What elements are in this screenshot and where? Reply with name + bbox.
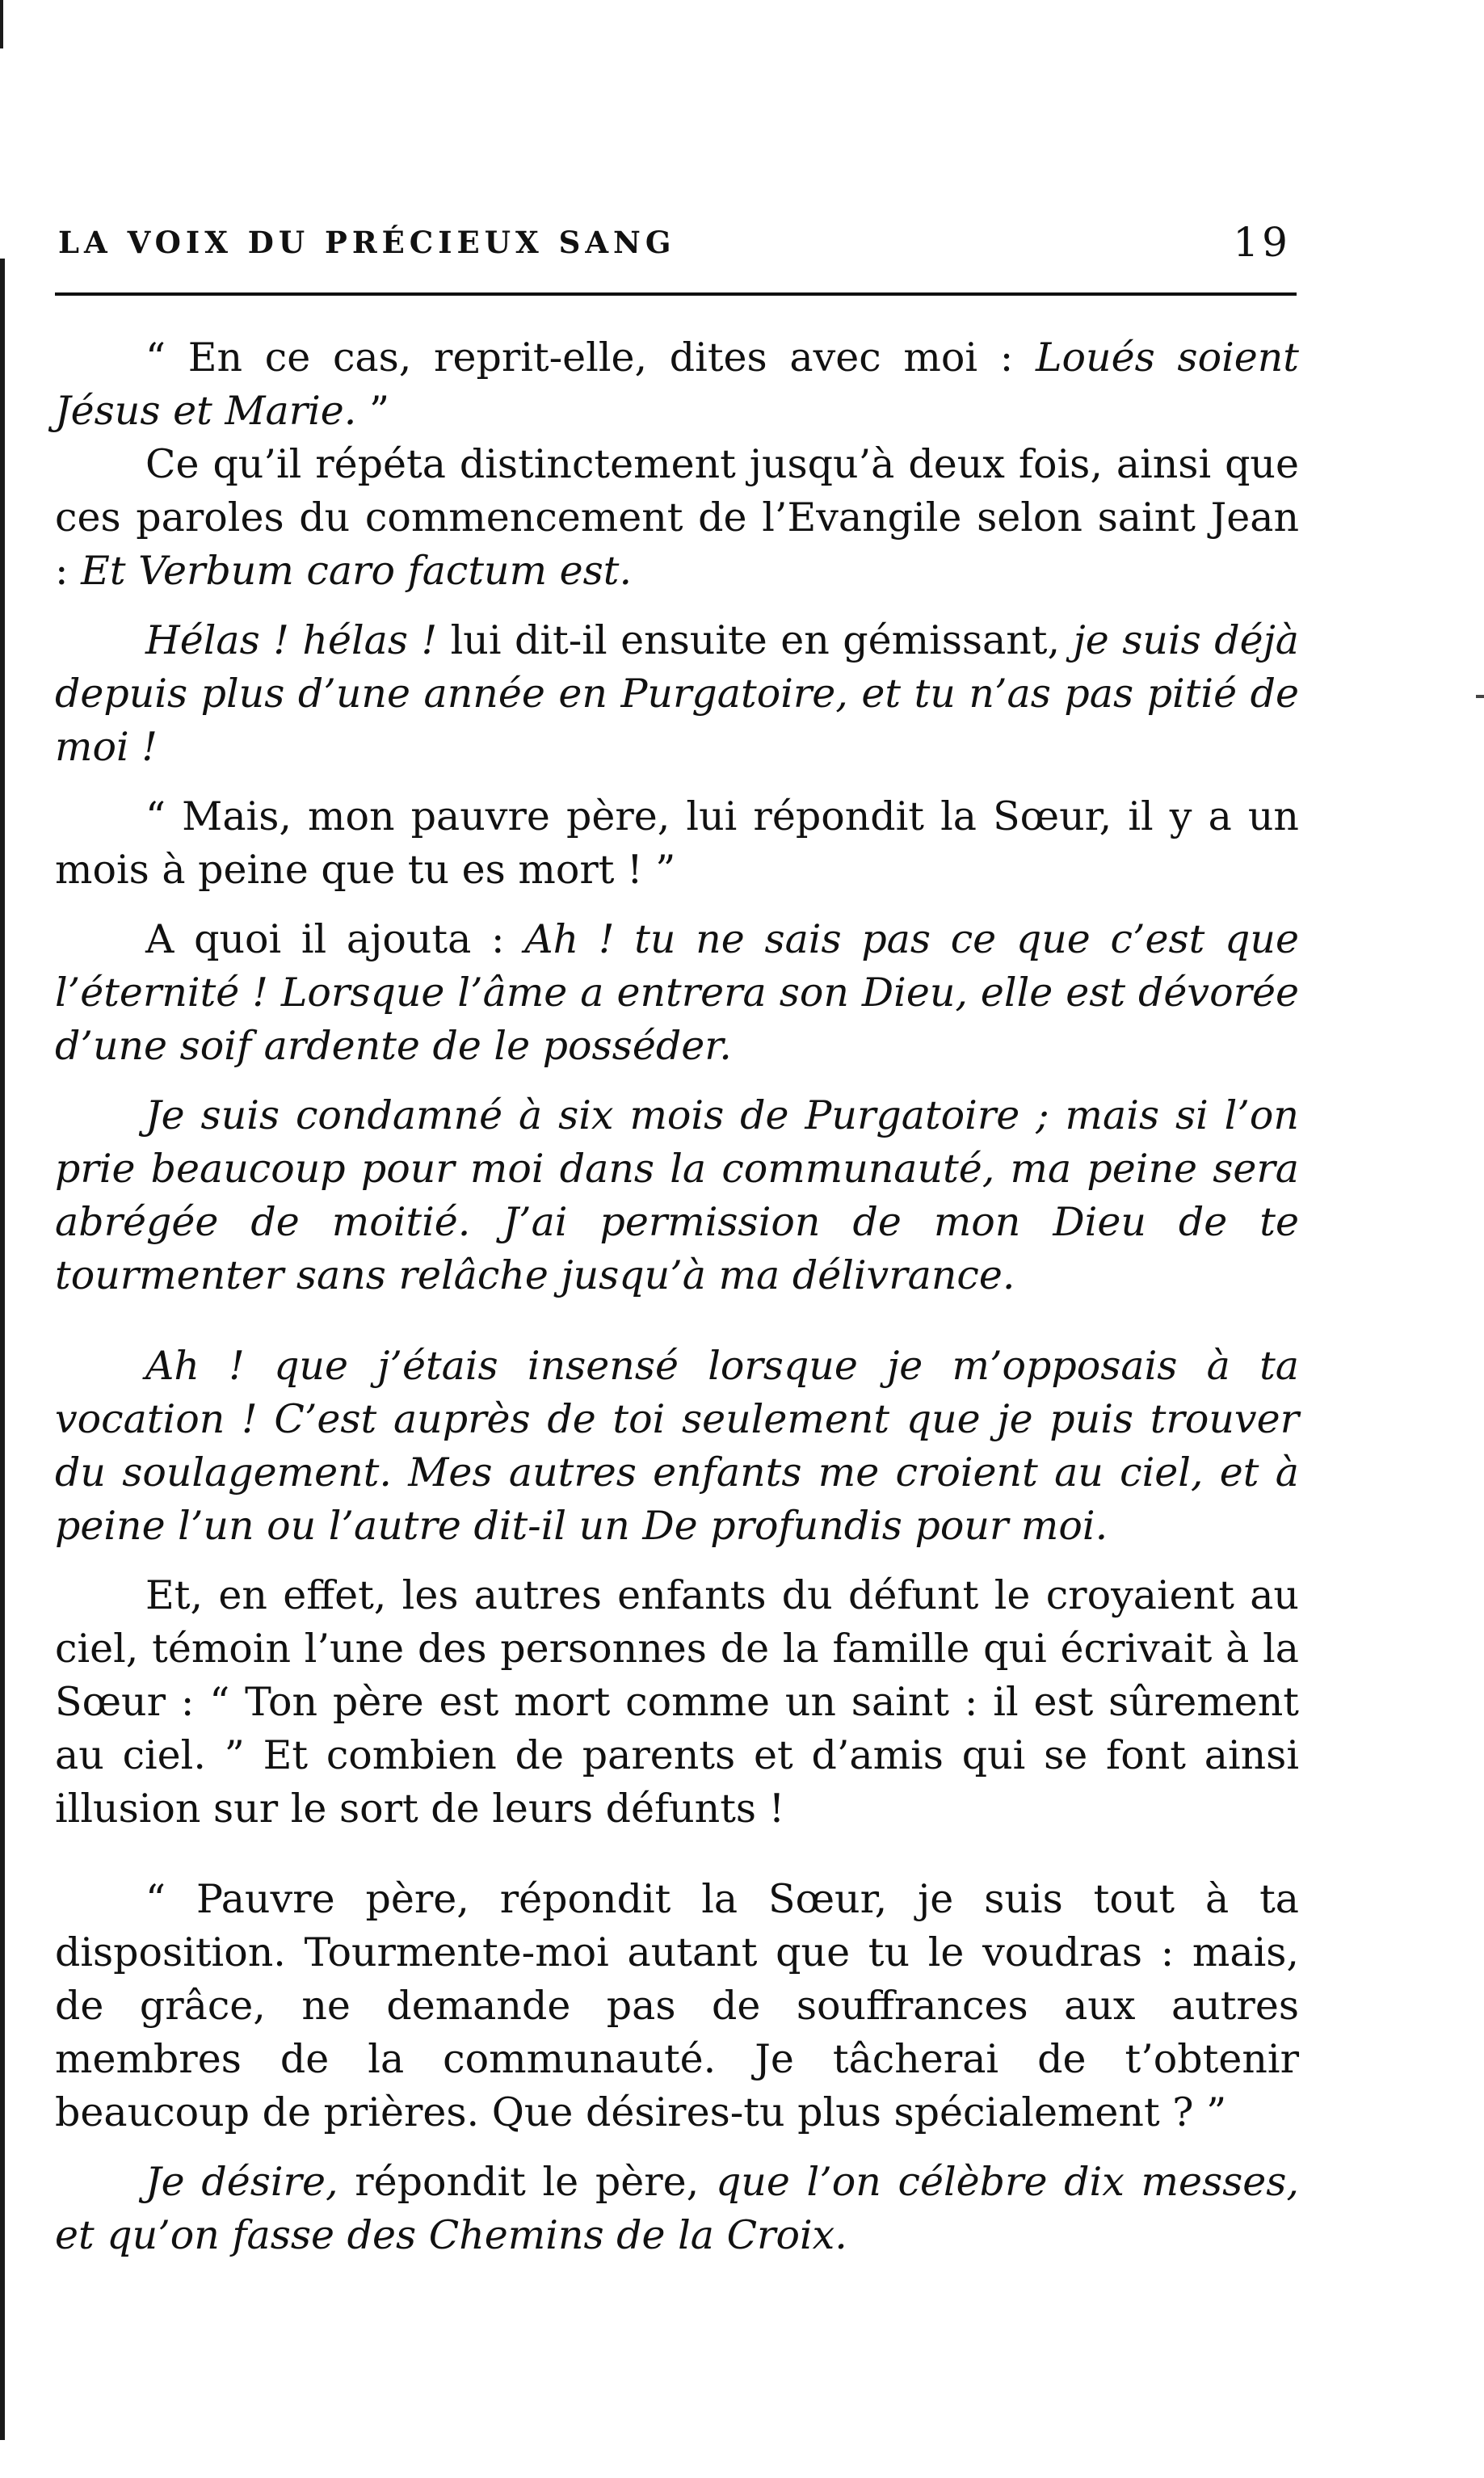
page-number: 19 bbox=[1233, 219, 1291, 266]
italic-text-run: Hélas ! hélas ! bbox=[145, 617, 438, 663]
paragraph bbox=[55, 913, 1299, 1073]
italic-text-run: que l’on célèbre dix messes, et qu’on fasse des Chemins de la Croix. bbox=[55, 2159, 1299, 2258]
text-run: “ Pauvre père, répondit la Sœur, je suis tout à ta disposition. Tourmente-moi autant que tu le voudras : mais, de grâce, ne demande pas de souffrances aux autres membres de la communauté. Je tâcherai de t’obtenir beaucoup de prières. Que désires-tu plus spécialement ? ” bbox=[55, 1876, 1299, 2135]
paragraph bbox=[55, 1089, 1299, 1302]
paragraph bbox=[55, 1873, 1299, 2139]
italic-text-run: Et Verbum caro factum est. bbox=[81, 548, 633, 594]
text-run: lui dit-il ensuite en gémissant, bbox=[437, 617, 1074, 663]
text-run: “ En ce cas, reprit-elle, dites avec moi : bbox=[145, 334, 1036, 381]
paragraph bbox=[55, 790, 1299, 897]
italic-text-run: je suis déjà depuis plus d’une année en Purgatoire, et tu n’as pas pitié de moi ! bbox=[55, 617, 1299, 770]
text-run: A quoi il ajouta : bbox=[145, 916, 525, 962]
italic-text-run: Loués soient Jésus et Marie. bbox=[55, 334, 1299, 434]
text-run: Et, en effet, les autres enfants du défunt le croyaient au ciel, témoin l’une des personnes de la famille qui écrivait à la Sœur : “ Ton père est mort comme un saint : il est sûrement au ciel. ” Et combien de parents et d’amis qui se font ainsi illusion sur le sort de leurs défunts ! bbox=[55, 1572, 1299, 1832]
running-head bbox=[58, 217, 1291, 268]
paragraph bbox=[55, 614, 1299, 774]
text-run: Ce qu’il répéta distinctement jusqu’à deux fois, ainsi que ces paroles du commencement de l’Evangile selon saint Jean : bbox=[55, 441, 1299, 594]
paragraph bbox=[55, 1569, 1299, 1836]
paragraph bbox=[55, 331, 1299, 438]
header-rule bbox=[55, 292, 1297, 296]
running-head-title: LA VOIX DU PRÉCIEUX SANG bbox=[58, 225, 676, 260]
italic-text-run: Ah ! tu ne sais pas ce que c’est que l’éternité ! Lorsque l’âme a entrera son Dieu, elle est dévorée d’une soif ardente de le posséder. bbox=[55, 916, 1299, 1069]
paragraph bbox=[55, 438, 1299, 598]
italic-text-run: Ah ! que j’étais insensé lorsque je m’opposais à ta vocation ! C’est auprès de toi seulement que je puis trouver du soulagement. Mes autres enfants me croient au ciel, et à peine l’un ou l’autre dit-il un De profundis pour moi. bbox=[55, 1343, 1299, 1549]
body-text bbox=[55, 331, 1299, 2262]
paragraph bbox=[55, 2156, 1299, 2262]
scan-margin-mark bbox=[1476, 695, 1484, 698]
scan-edge-mark bbox=[0, 0, 3, 48]
italic-text-run: Je désire, bbox=[145, 2159, 338, 2205]
paragraph bbox=[55, 1340, 1299, 1553]
scan-edge-line bbox=[0, 259, 5, 2440]
text-run: ” bbox=[356, 388, 390, 434]
text-run: répondit le père, bbox=[338, 2159, 716, 2205]
text-run: “ Mais, mon pauvre père, lui répondit la Sœur, il y a un mois à peine que tu es mort ! ” bbox=[55, 793, 1299, 893]
italic-text-run: Je suis condamné à six mois de Purgatoire ; mais si l’on prie beaucoup pour moi dans la communauté, ma peine sera abrégée de moitié. J’ai permission de mon Dieu de te tourmenter sans relâche jusqu’à ma délivrance. bbox=[55, 1092, 1299, 1298]
